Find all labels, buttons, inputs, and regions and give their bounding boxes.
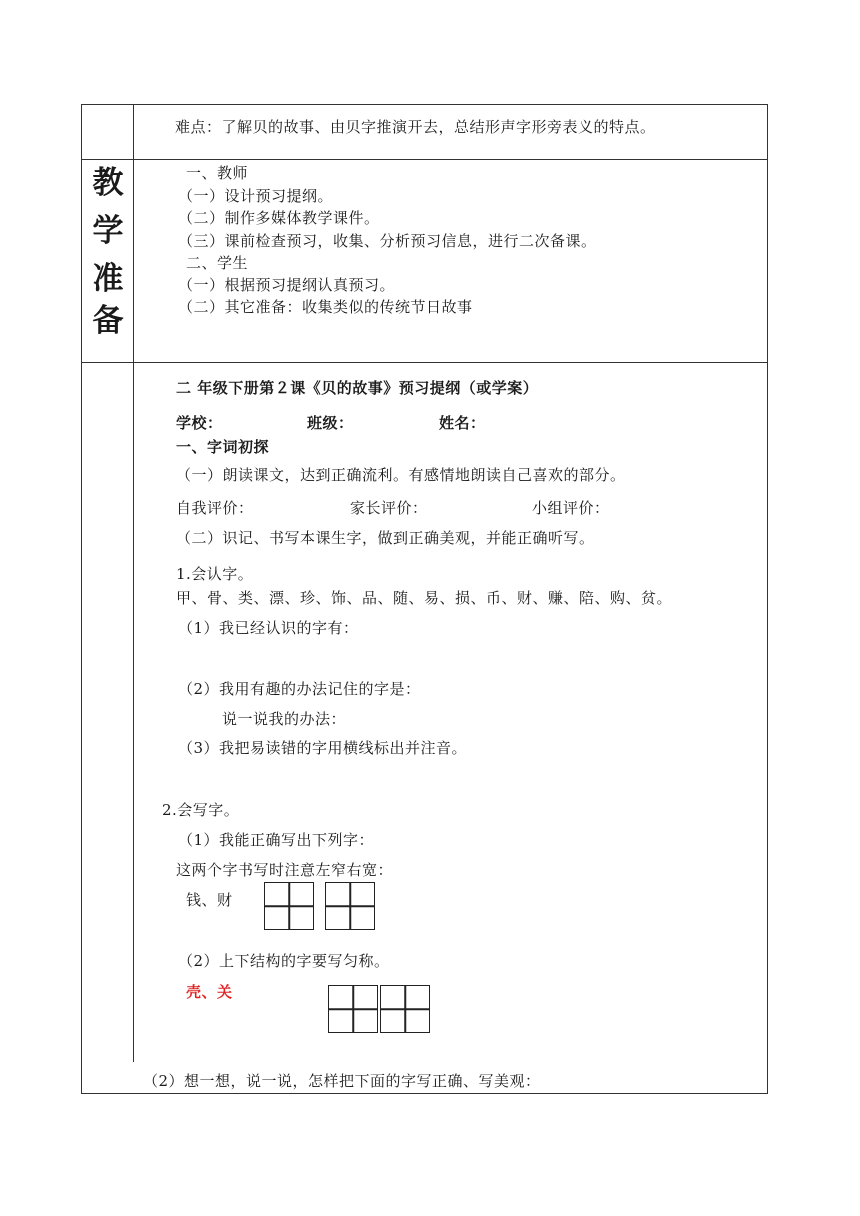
writing-grid-3 xyxy=(328,985,378,1033)
recognize-title: 1.会认字。 xyxy=(176,565,254,583)
teacher-item-1: （一）设计预习提纲。 xyxy=(178,187,334,205)
school-label: 学校： xyxy=(176,414,223,432)
label-char-1: 教 xyxy=(92,165,124,201)
recognize-item-1: （1）我已经认识的字有： xyxy=(178,619,359,637)
teacher-item-3: （三）课前检查预习，收集、分析预习信息，进行二次备课。 xyxy=(178,232,597,250)
think-prompt: （2）想一想，说一说，怎样把下面的字写正确、写美观： xyxy=(143,1072,541,1090)
teacher-item-2: （二）制作多媒体教学课件。 xyxy=(178,209,380,227)
recognize-item-3: （3）我把易读错的字用横线标出并注音。 xyxy=(178,739,468,757)
table-row-divider-2 xyxy=(81,362,768,363)
name-label: 姓名： xyxy=(439,414,486,432)
read-task: （一）朗读课文，达到正确流利。有感情地朗读自己喜欢的部分。 xyxy=(176,466,626,484)
group-eval-label: 小组评价： xyxy=(532,499,610,517)
label-char-3: 准 xyxy=(92,261,124,297)
self-eval-label: 自我评价： xyxy=(176,499,254,517)
recognize-item-2-sub: 说一说我的办法： xyxy=(222,710,347,728)
worksheet-title: 二 年级下册第２课《贝的故事》预习提纲（或学案） xyxy=(176,379,539,397)
write-item-1: （1）我能正确写出下列字： xyxy=(178,831,375,849)
parent-eval-label: 家长评价： xyxy=(350,499,428,517)
class-label: 班级： xyxy=(307,414,354,432)
write-chars-ke-guan: 壳、关 xyxy=(186,983,233,1001)
writing-grid-2 xyxy=(325,882,375,930)
table-border-left xyxy=(81,104,82,1094)
write-chars-qian-cai: 钱、财 xyxy=(186,891,233,909)
table-border-bottom xyxy=(81,1093,768,1094)
student-heading: 二、学生 xyxy=(186,254,249,272)
recognize-chars: 甲、骨、类、漂、珍、饰、品、随、易、损、币、财、赚、陪、购、贫。 xyxy=(176,589,673,607)
student-item-2: （二）其它准备：收集类似的传统节日故事 xyxy=(178,298,473,316)
teacher-heading: 一、教师 xyxy=(186,164,249,182)
write-item-1-note: 这两个字书写时注意左窄右宽： xyxy=(176,861,394,879)
difficulty-text: 难点：了解贝的故事、由贝字推演开去，总结形声字形旁表义的特点。 xyxy=(175,118,656,136)
table-column-divider xyxy=(133,104,134,1062)
section-heading: 一、字词初探 xyxy=(176,438,270,456)
table-border-right xyxy=(767,104,768,1094)
recognize-item-2: （2）我用有趣的办法记住的字是： xyxy=(178,680,421,698)
label-char-2: 学 xyxy=(92,213,124,249)
table-border-top xyxy=(81,104,768,105)
write-item-2: （2）上下结构的字要写匀称。 xyxy=(178,952,390,970)
label-char-4: 备 xyxy=(92,303,124,339)
writing-grid-4 xyxy=(380,985,430,1033)
student-item-1: （一）根据预习提纲认真预习。 xyxy=(178,276,396,294)
write-requirement: （二）识记、书写本课生字，做到正确美观，并能正确听写。 xyxy=(176,529,595,547)
write-title: 2.会写字。 xyxy=(162,801,240,819)
table-row-divider-1 xyxy=(81,159,768,160)
writing-grid-1 xyxy=(264,882,314,930)
